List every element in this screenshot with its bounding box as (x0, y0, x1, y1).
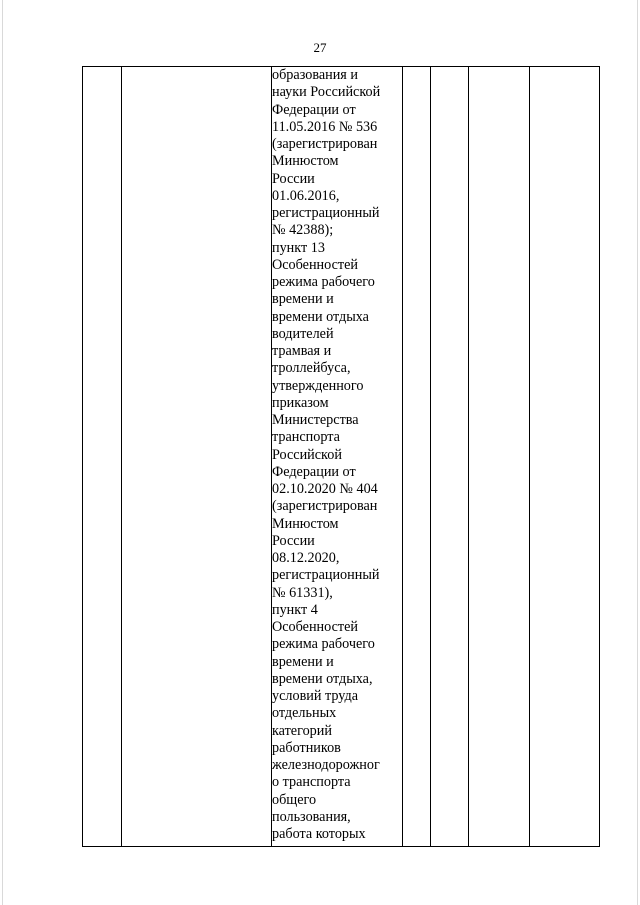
text-line: науки Российской (272, 84, 381, 101)
text-line: (зарегистрирован (272, 498, 378, 515)
table-cell-legal-basis (272, 67, 403, 847)
text-line: категорий (272, 722, 332, 739)
text-line: приказом (272, 394, 329, 411)
text-line: утвержденного (272, 377, 364, 394)
text-line: Минюстом (272, 515, 339, 532)
text-line: общего (272, 791, 317, 808)
text-line: пункт 4 (272, 601, 318, 618)
text-line: времени отдыха (272, 308, 369, 325)
table-cell-number (83, 67, 122, 847)
text-line: отдельных (272, 705, 337, 722)
text-line: Минюстом (272, 153, 339, 170)
text-line: 08.12.2020, (272, 550, 340, 566)
table-cell-empty (469, 67, 530, 847)
legal-basis-text (272, 67, 402, 843)
table-cell-empty (403, 67, 431, 847)
text-line: о транспорта (272, 774, 351, 791)
text-line: режима рабочего (272, 274, 375, 290)
text-line: (зарегистрирован (272, 136, 378, 152)
text-line: времени отдыха, (272, 670, 373, 687)
text-line: пользования, (272, 808, 351, 825)
text-line: режима рабочего (272, 636, 375, 653)
text-line: образования и (272, 67, 358, 83)
text-line: Федерации от (272, 101, 356, 118)
text-line: 11.05.2016 № 536 (272, 118, 378, 135)
text-line: работников (272, 739, 341, 756)
text-line: Российской (272, 446, 342, 463)
text-line: России (272, 170, 315, 187)
text-line: регистрационный (272, 567, 380, 584)
text-line: России (272, 532, 315, 549)
table-cell-empty (431, 67, 469, 847)
scan-edge-right (637, 0, 638, 905)
text-line: условий труда (272, 688, 358, 704)
table-cell-name (122, 67, 272, 847)
text-line: Особенностей (272, 619, 358, 635)
page-number: 27 (313, 40, 327, 55)
text-line: регистрационный (272, 205, 380, 221)
scan-edge-left (2, 0, 3, 905)
document-table (82, 66, 600, 847)
text-line: 02.10.2020 № 404 (272, 481, 378, 497)
text-line: времени и (272, 291, 334, 308)
text-line: транспорта (272, 429, 340, 446)
text-line: водителей (272, 325, 334, 342)
text-line: пункт 13 (272, 239, 325, 256)
text-line: № 42388); (272, 222, 334, 239)
text-line: 01.06.2016, (272, 187, 340, 204)
text-line: железнодорожног (272, 757, 380, 773)
text-line: времени и (272, 653, 334, 670)
text-line: трамвая и (272, 343, 332, 359)
text-line: Особенностей (272, 256, 358, 273)
text-line: работа которых (272, 826, 366, 842)
table-row (83, 67, 600, 847)
text-line: Министерства (272, 412, 359, 428)
text-line: троллейбуса, (272, 360, 351, 377)
text-line: Федерации от (272, 463, 356, 480)
text-line: № 61331), (272, 584, 333, 601)
table-cell-empty (530, 67, 600, 847)
